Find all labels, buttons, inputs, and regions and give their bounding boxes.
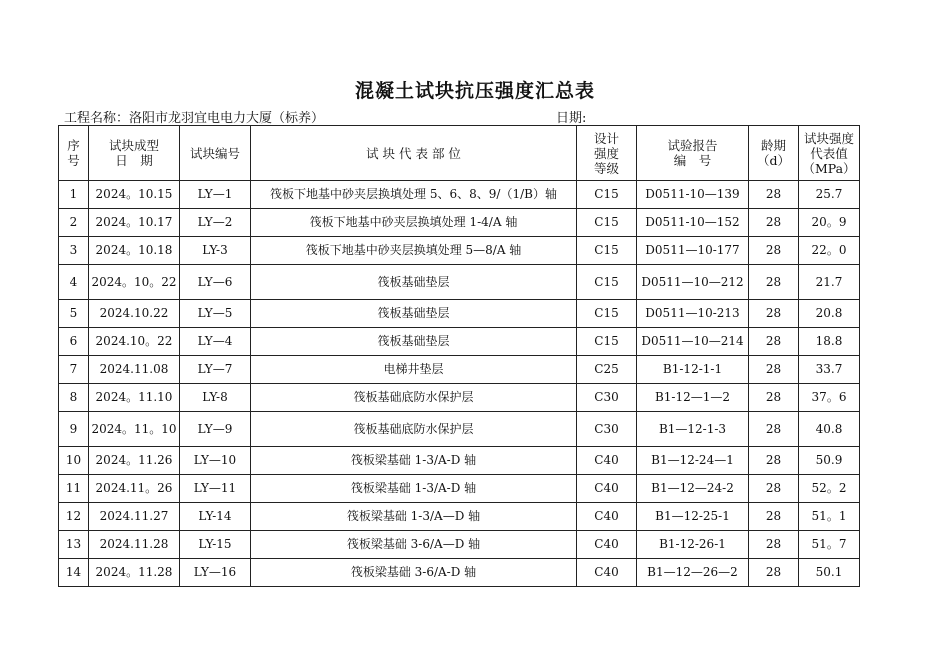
cell-grade: C15 (577, 209, 637, 237)
cell-age: 28 (749, 559, 799, 587)
cell-report: B1-12-26-1 (637, 531, 749, 559)
table-row (59, 447, 860, 475)
cell-strength: 51。7 (799, 531, 860, 559)
cell-report: B1-12-1-1 (637, 356, 749, 384)
cell-age: 28 (749, 356, 799, 384)
cell-seq: 1 (59, 181, 89, 209)
cell-grade: C40 (577, 447, 637, 475)
header-strength: 试块强度 代表值 （MPa） (799, 126, 860, 181)
cell-age: 28 (749, 237, 799, 265)
cell-strength: 50.1 (799, 559, 860, 587)
cell-code: LY—10 (180, 447, 251, 475)
cell-seq: 9 (59, 412, 89, 447)
cell-strength: 51。1 (799, 503, 860, 531)
cell-age: 28 (749, 412, 799, 447)
cell-part: 电梯井垫层 (251, 356, 577, 384)
cell-part: 筏板梁基础 3-6/A—D 轴 (251, 531, 577, 559)
strength-summary-table (58, 125, 860, 587)
cell-seq: 7 (59, 356, 89, 384)
header-report-no: 试验报告 编 号 (637, 126, 749, 181)
cell-age: 28 (749, 300, 799, 328)
cell-date: 2024。11.26 (89, 447, 180, 475)
table-row (59, 265, 860, 300)
cell-seq: 5 (59, 300, 89, 328)
cell-age: 28 (749, 209, 799, 237)
cell-report: D0511—10—212 (637, 265, 749, 300)
cell-code: LY-8 (180, 384, 251, 412)
cell-report: D0511—10-177 (637, 237, 749, 265)
cell-part: 筏板基础底防水保护层 (251, 384, 577, 412)
cell-seq: 11 (59, 475, 89, 503)
cell-part: 筏板梁基础 1-3/A-D 轴 (251, 447, 577, 475)
header-cast-date: 试块成型 日 期 (89, 126, 180, 181)
cell-age: 28 (749, 531, 799, 559)
cell-date: 2024.10。22 (89, 328, 180, 356)
cell-strength: 37。6 (799, 384, 860, 412)
cell-strength: 52。2 (799, 475, 860, 503)
cell-code: LY—5 (180, 300, 251, 328)
cell-part: 筏板基础底防水保护层 (251, 412, 577, 447)
cell-report: D0511—10-213 (637, 300, 749, 328)
cell-report: D0511-10—139 (637, 181, 749, 209)
cell-code: LY—9 (180, 412, 251, 447)
cell-strength: 33.7 (799, 356, 860, 384)
cell-strength: 21.7 (799, 265, 860, 300)
cell-grade: C15 (577, 181, 637, 209)
cell-code: LY-14 (180, 503, 251, 531)
table-row (59, 475, 860, 503)
cell-date: 2024。10.18 (89, 237, 180, 265)
cell-code: LY-15 (180, 531, 251, 559)
table-row (59, 181, 860, 209)
cell-age: 28 (749, 475, 799, 503)
cell-grade: C40 (577, 559, 637, 587)
cell-date: 2024.11.27 (89, 503, 180, 531)
cell-seq: 13 (59, 531, 89, 559)
header-design-grade: 设计 强度 等级 (577, 126, 637, 181)
cell-strength: 20。9 (799, 209, 860, 237)
cell-part: 筏板梁基础 1-3/A-D 轴 (251, 475, 577, 503)
cell-seq: 8 (59, 384, 89, 412)
header-seq: 序 号 (59, 126, 89, 181)
cell-seq: 2 (59, 209, 89, 237)
cell-report: B1—12—26—2 (637, 559, 749, 587)
cell-part: 筏板下地基中砂夹层换填处理 5—8/A 轴 (251, 237, 577, 265)
cell-report: D0511-10—152 (637, 209, 749, 237)
cell-grade: C25 (577, 356, 637, 384)
cell-report: B1—12-1-3 (637, 412, 749, 447)
project-name-label: 工程名称：洛阳市龙羽宜电电力大厦（标养） (64, 111, 325, 126)
header-location: 试 块 代 表 部 位 (251, 126, 577, 181)
cell-date: 2024.11。26 (89, 475, 180, 503)
cell-code: LY—2 (180, 209, 251, 237)
cell-grade: C40 (577, 531, 637, 559)
cell-grade: C30 (577, 384, 637, 412)
cell-strength: 50.9 (799, 447, 860, 475)
cell-strength: 18.8 (799, 328, 860, 356)
cell-seq: 6 (59, 328, 89, 356)
table-row (59, 328, 860, 356)
cell-code: LY—11 (180, 475, 251, 503)
cell-seq: 4 (59, 265, 89, 300)
cell-date: 2024。10。22 (89, 265, 180, 300)
cell-report: B1—12-24—1 (637, 447, 749, 475)
table-row (59, 503, 860, 531)
cell-part: 筏板下地基中砂夹层换填处理 5、6、8、9/（1/B）轴 (251, 181, 577, 209)
cell-age: 28 (749, 265, 799, 300)
cell-seq: 12 (59, 503, 89, 531)
cell-date: 2024。11.28 (89, 559, 180, 587)
header-row (59, 126, 860, 181)
header-specimen-code: 试块编号 (180, 126, 251, 181)
cell-grade: C15 (577, 237, 637, 265)
cell-grade: C40 (577, 475, 637, 503)
cell-date: 2024.11.28 (89, 531, 180, 559)
cell-seq: 3 (59, 237, 89, 265)
cell-grade: C40 (577, 503, 637, 531)
table-row (59, 531, 860, 559)
document-title: 混凝土试块抗压强度汇总表 (354, 80, 595, 102)
cell-grade: C15 (577, 265, 637, 300)
cell-date: 2024.10.22 (89, 300, 180, 328)
cell-date: 2024。11。10 (89, 412, 180, 447)
cell-seq: 10 (59, 447, 89, 475)
header-age: 龄期 （d） (749, 126, 799, 181)
cell-code: LY—1 (180, 181, 251, 209)
table-row (59, 559, 860, 587)
cell-age: 28 (749, 181, 799, 209)
cell-date: 2024。10.15 (89, 181, 180, 209)
cell-seq: 14 (59, 559, 89, 587)
table-row (59, 356, 860, 384)
cell-code: LY—6 (180, 265, 251, 300)
cell-date: 2024。10.17 (89, 209, 180, 237)
table-row (59, 209, 860, 237)
table-row (59, 412, 860, 447)
cell-date: 2024.11.08 (89, 356, 180, 384)
cell-report: D0511—10—214 (637, 328, 749, 356)
cell-age: 28 (749, 328, 799, 356)
table-row (59, 237, 860, 265)
cell-part: 筏板基础垫层 (251, 265, 577, 300)
cell-report: B1—12-25-1 (637, 503, 749, 531)
cell-part: 筏板下地基中砂夹层换填处理 1-4/A 轴 (251, 209, 577, 237)
cell-part: 筏板梁基础 3-6/A-D 轴 (251, 559, 577, 587)
cell-strength: 22。0 (799, 237, 860, 265)
cell-age: 28 (749, 503, 799, 531)
cell-part: 筏板基础垫层 (251, 328, 577, 356)
table-row (59, 300, 860, 328)
cell-grade: C30 (577, 412, 637, 447)
cell-date: 2024。11.10 (89, 384, 180, 412)
cell-part: 筏板梁基础 1-3/A—D 轴 (251, 503, 577, 531)
cell-code: LY—4 (180, 328, 251, 356)
cell-report: B1—12—24-2 (637, 475, 749, 503)
cell-grade: C15 (577, 328, 637, 356)
date-label: 日期: (556, 111, 587, 126)
cell-strength: 40.8 (799, 412, 860, 447)
cell-part: 筏板基础垫层 (251, 300, 577, 328)
cell-grade: C15 (577, 300, 637, 328)
cell-age: 28 (749, 447, 799, 475)
cell-strength: 25.7 (799, 181, 860, 209)
cell-code: LY—16 (180, 559, 251, 587)
table-row (59, 384, 860, 412)
cell-code: LY—7 (180, 356, 251, 384)
cell-code: LY-3 (180, 237, 251, 265)
cell-report: B1-12—1—2 (637, 384, 749, 412)
cell-strength: 20.8 (799, 300, 860, 328)
cell-age: 28 (749, 384, 799, 412)
